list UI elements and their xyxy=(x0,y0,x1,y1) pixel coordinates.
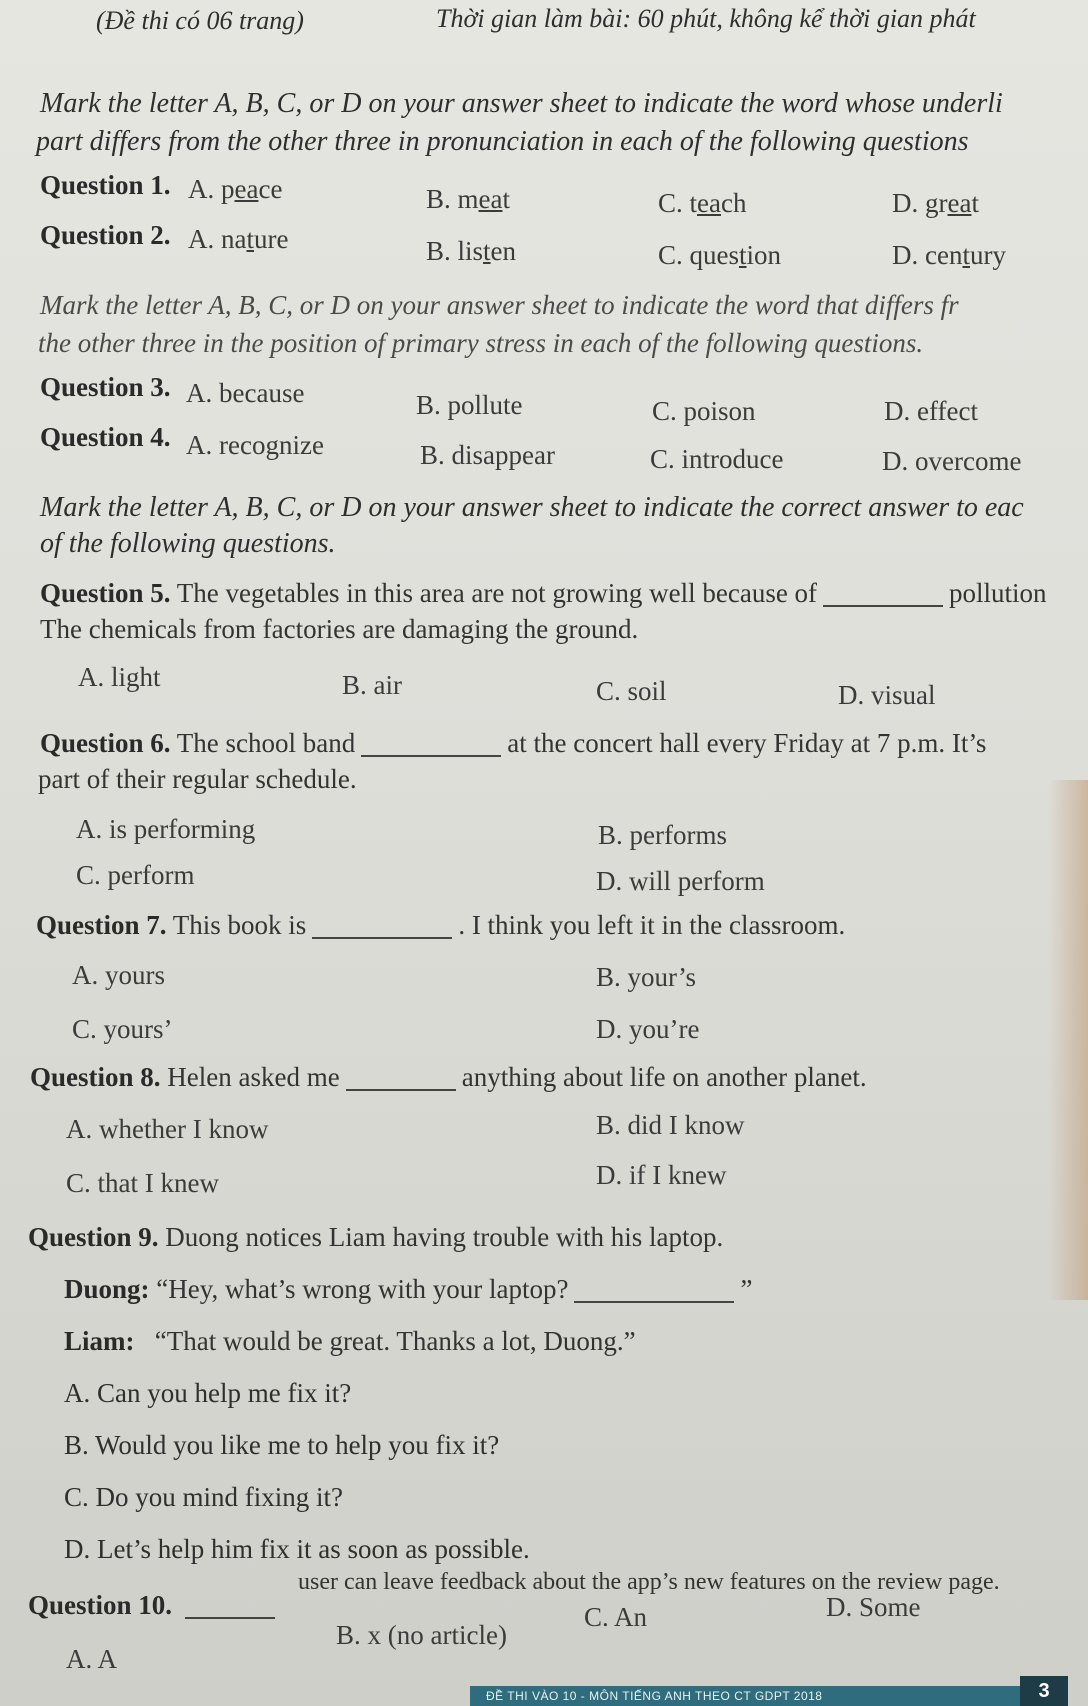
answer-blank[interactable] xyxy=(185,1595,275,1619)
question-10 xyxy=(28,1592,281,1619)
q5-option-d[interactable]: D. visual xyxy=(838,680,936,710)
q8-option-b[interactable]: B. did I know xyxy=(596,1110,745,1140)
question-10-text: user can leave feedback about the app’s new features on the review page. xyxy=(298,1569,1000,1595)
q3-option-d[interactable]: D. effect xyxy=(884,396,978,426)
q1-option-d[interactable]: D. great xyxy=(892,188,979,218)
question-label: Question 6. xyxy=(40,728,171,758)
question-3 xyxy=(40,374,171,401)
q8-option-d[interactable]: D. if I knew xyxy=(596,1160,727,1190)
q8-option-c[interactable]: C. that I knew xyxy=(66,1168,219,1198)
section-2-instruction-line1: Mark the letter A, B, C, or D on your answer sheet to indicate the word that differs fr xyxy=(40,290,959,320)
q6-option-b[interactable]: B. performs xyxy=(598,820,727,850)
q1-option-b[interactable]: B. meat xyxy=(426,184,510,214)
q6-option-c[interactable]: C. perform xyxy=(76,860,195,890)
question-2 xyxy=(40,222,171,249)
q10-option-c[interactable]: C. An xyxy=(584,1602,648,1632)
footer-banner: ĐỀ THI VÀO 10 - MÔN TIẾNG ANH THEO CT GDPT 2018 xyxy=(470,1686,1026,1706)
q4-option-d[interactable]: D. overcome xyxy=(882,446,1022,476)
question-1 xyxy=(40,172,171,199)
q2-option-d[interactable]: D. century xyxy=(892,240,1006,270)
question-label: Question 1. xyxy=(40,170,171,200)
q9-option-d[interactable]: D. Let’s help him fix it as soon as possible. xyxy=(64,1534,530,1564)
question-5-line2: The chemicals from factories are damaging the ground. xyxy=(40,614,639,644)
page-shadow xyxy=(1048,780,1088,1300)
q6-option-d[interactable]: D. will perform xyxy=(596,866,765,896)
q3-option-b[interactable]: B. pollute xyxy=(416,390,523,420)
q10-option-b[interactable]: B. x (no article) xyxy=(336,1620,507,1650)
q1-option-c[interactable]: C. teach xyxy=(658,188,747,218)
page-count: (Đề thi có 06 trang) xyxy=(96,6,304,35)
question-9: Question 9. Duong notices Liam having trouble with his laptop. xyxy=(28,1222,724,1252)
section-2-instruction-line2: the other three in the position of primary stress in each of the following questions. xyxy=(38,328,924,358)
question-6-line2: part of their regular schedule. xyxy=(38,764,357,794)
answer-blank[interactable] xyxy=(823,583,943,607)
q1-option-a[interactable]: A. peace xyxy=(188,174,283,204)
q3-option-a[interactable]: A. because xyxy=(186,378,305,408)
q4-option-a[interactable]: A. recognize xyxy=(186,430,324,460)
page-number: 3 xyxy=(1020,1676,1068,1706)
question-8: Question 8. Helen asked me anything about life on another planet. xyxy=(30,1062,867,1092)
q10-option-a[interactable]: A. A xyxy=(66,1644,118,1674)
q3-option-c[interactable]: C. poison xyxy=(652,396,756,426)
q9-option-c[interactable]: C. Do you mind fixing it? xyxy=(64,1482,343,1512)
q7-option-b[interactable]: B. your’s xyxy=(596,962,697,992)
q8-option-a[interactable]: A. whether I know xyxy=(66,1114,269,1144)
q9-option-a[interactable]: A. Can you help me fix it? xyxy=(64,1378,352,1408)
question-7: Question 7. This book is . I think you left it in the classroom. xyxy=(36,910,846,940)
answer-blank[interactable] xyxy=(574,1279,734,1303)
section-1-instruction-line1: Mark the letter A, B, C, or D on your answer sheet to indicate the word whose underli xyxy=(40,88,1003,119)
q2-option-c[interactable]: C. question xyxy=(658,240,782,270)
exam-time: Thời gian làm bài: 60 phút, không kể thời gian phát xyxy=(436,4,976,33)
question-label: Question 5. xyxy=(40,578,171,608)
question-label: Question 7. xyxy=(36,910,167,940)
q9-option-b[interactable]: B. Would you like me to help you fix it? xyxy=(64,1430,500,1460)
section-3-instruction-line1: Mark the letter A, B, C, or D on your answer sheet to indicate the correct answer to eac xyxy=(40,492,1024,523)
q5-option-b[interactable]: B. air xyxy=(342,670,402,700)
question-4 xyxy=(40,424,171,451)
question-label: Question 8. xyxy=(30,1062,161,1092)
section-3-instruction-line2: of the following questions. xyxy=(40,528,336,559)
answer-blank[interactable] xyxy=(312,915,452,939)
q2-option-a[interactable]: A. nature xyxy=(188,224,289,254)
q7-option-d[interactable]: D. you’re xyxy=(596,1014,700,1044)
question-6: Question 6. The school band at the concert hall every Friday at 7 p.m. It’s xyxy=(40,728,987,758)
q4-option-c[interactable]: C. introduce xyxy=(650,444,784,474)
section-1-instruction-line2: part differs from the other three in pronunciation in each of the following questions xyxy=(36,126,969,157)
question-label: Question 3. xyxy=(40,372,171,402)
question-label: Question 4. xyxy=(40,422,171,452)
q5-option-c[interactable]: C. soil xyxy=(596,676,667,706)
q2-option-b[interactable]: B. listen xyxy=(426,236,517,266)
q5-option-a[interactable]: A. light xyxy=(78,662,161,692)
answer-blank[interactable] xyxy=(361,733,501,757)
q10-option-d[interactable]: D. Some xyxy=(826,1592,921,1622)
question-5: Question 5. The vegetables in this area are not growing well because of pollution xyxy=(40,578,1047,608)
dialogue-duong: Duong: “Hey, what’s wrong with your laptop? ” xyxy=(64,1274,753,1304)
q6-option-a[interactable]: A. is performing xyxy=(76,814,256,844)
question-label: Question 2. xyxy=(40,220,171,250)
answer-blank[interactable] xyxy=(346,1067,456,1091)
q7-option-c[interactable]: C. yours’ xyxy=(72,1014,173,1044)
dialogue-liam: Liam: “That would be great. Thanks a lot, Duong.” xyxy=(64,1326,636,1356)
q4-option-b[interactable]: B. disappear xyxy=(420,440,555,470)
q7-option-a[interactable]: A. yours xyxy=(72,960,165,990)
question-label: Question 9. xyxy=(28,1222,159,1252)
question-label: Question 10. xyxy=(28,1590,173,1620)
